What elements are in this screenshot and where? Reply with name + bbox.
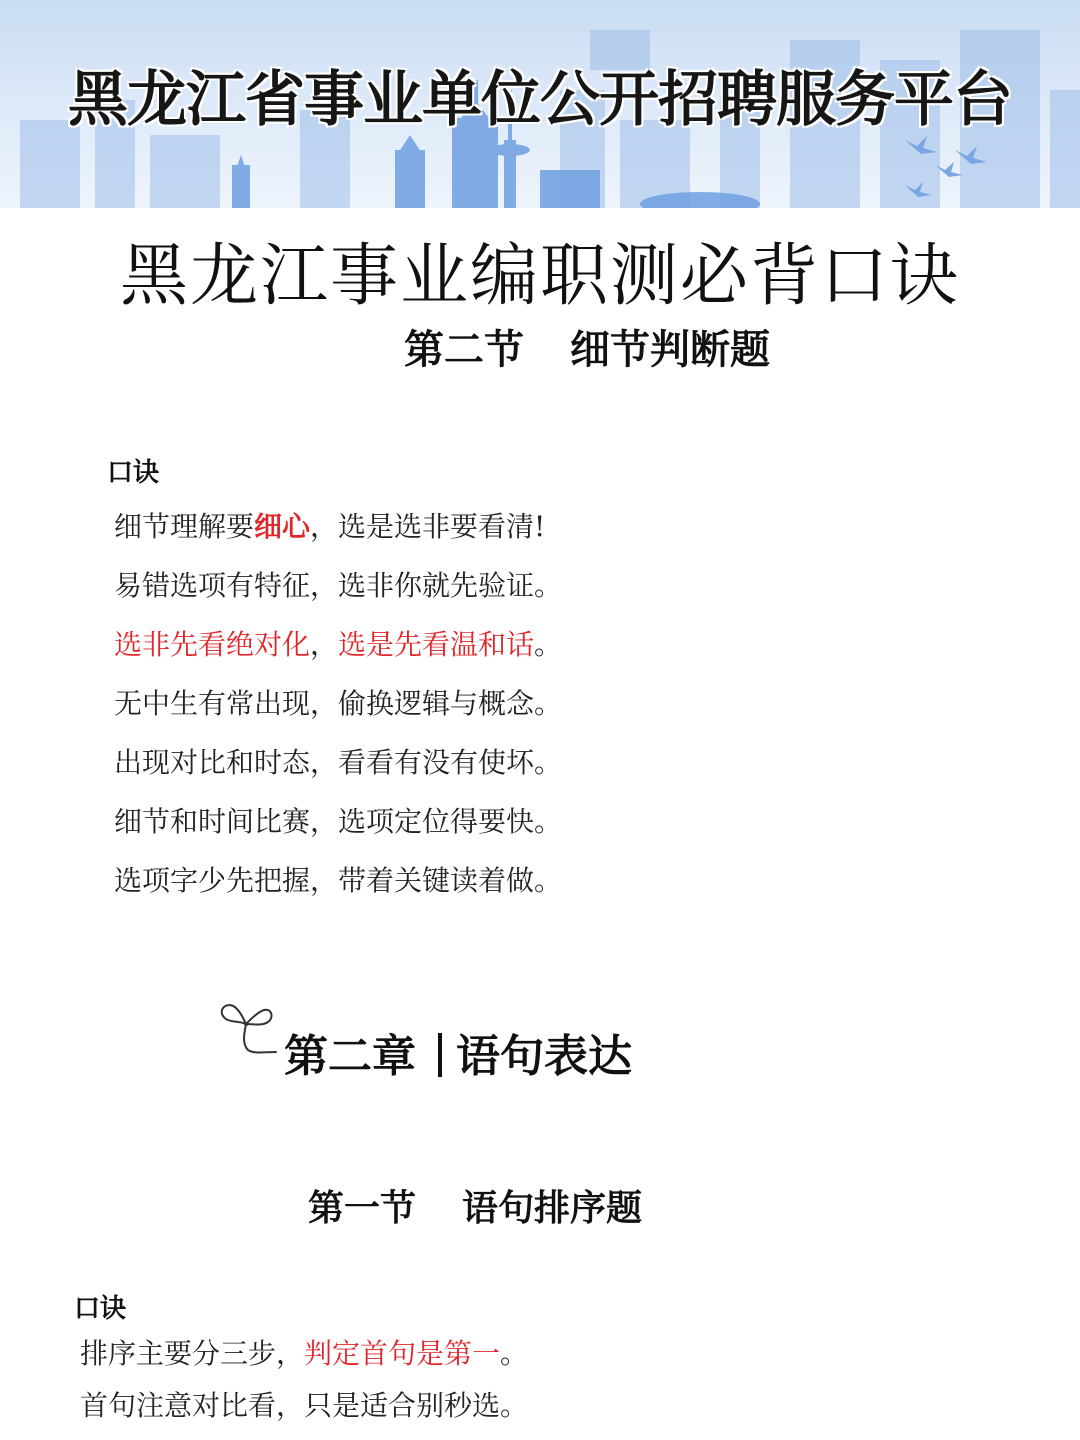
section-heading-sentence-ordering bbox=[308, 1180, 642, 1231]
chapter-name: 语句表达 bbox=[456, 1031, 632, 1082]
section-heading-detail-judgment bbox=[404, 318, 770, 375]
line-text: 无中生有常出现，偷换逻辑与概念。 bbox=[114, 687, 563, 720]
mnemonic-line bbox=[114, 569, 563, 602]
mnemonic-line bbox=[114, 746, 563, 779]
line-text: 易错选项有特征，选非你就先验证。 bbox=[114, 569, 563, 602]
mnemonic-line bbox=[114, 864, 563, 897]
mnemonic-line bbox=[114, 628, 563, 661]
line-text: 出现对比和时态，看看有没有使坏。 bbox=[114, 746, 563, 779]
document-title: 黑龙江事业编职测必背口诀 bbox=[119, 237, 960, 316]
highlighted-text: 选是先看温和话 bbox=[338, 628, 535, 661]
line-text: 选项字少先把握，带着关键读着做。 bbox=[114, 864, 563, 897]
line-text: ，选是选非要看清! bbox=[310, 510, 546, 543]
line-text: 。 bbox=[500, 1337, 529, 1370]
mnemonic-line bbox=[80, 1337, 529, 1370]
highlighted-text: 判定首句是第一 bbox=[304, 1337, 501, 1370]
banner-title: 黑龙江省事业单位公开招聘服务平台 bbox=[68, 65, 1012, 135]
section-name: 细节判断题 bbox=[570, 327, 770, 373]
highlighted-text: 选非先看绝对化 bbox=[114, 628, 311, 661]
sprout-icon bbox=[218, 994, 280, 1058]
divider-bar bbox=[438, 1033, 442, 1077]
header-banner bbox=[0, 0, 1080, 208]
line-text: 首句注意对比看，只是适合别秒选。 bbox=[80, 1389, 529, 1422]
mnemonic-line bbox=[114, 805, 563, 838]
mnemonic-line bbox=[114, 510, 546, 543]
mnemonic-label: 口诀 bbox=[107, 458, 160, 488]
section-number: 第二节 bbox=[404, 327, 524, 373]
chapter-number: 第二章 bbox=[284, 1031, 416, 1082]
line-text: 排序主要分三步， bbox=[80, 1337, 305, 1370]
section-name: 语句排序题 bbox=[462, 1188, 643, 1229]
line-text: 细节和时间比赛，选项定位得要快。 bbox=[114, 805, 563, 838]
section-number: 第一节 bbox=[308, 1188, 417, 1229]
mnemonic-label: 口诀 bbox=[74, 1294, 127, 1324]
mnemonic-line bbox=[80, 1389, 529, 1422]
highlighted-text: 细心 bbox=[254, 510, 311, 543]
line-text: 细节理解要 bbox=[114, 510, 255, 543]
line-text: ， bbox=[310, 628, 339, 661]
line-text: 。 bbox=[534, 628, 563, 661]
chapter-heading bbox=[284, 1020, 632, 1084]
mnemonic-line bbox=[114, 687, 563, 720]
